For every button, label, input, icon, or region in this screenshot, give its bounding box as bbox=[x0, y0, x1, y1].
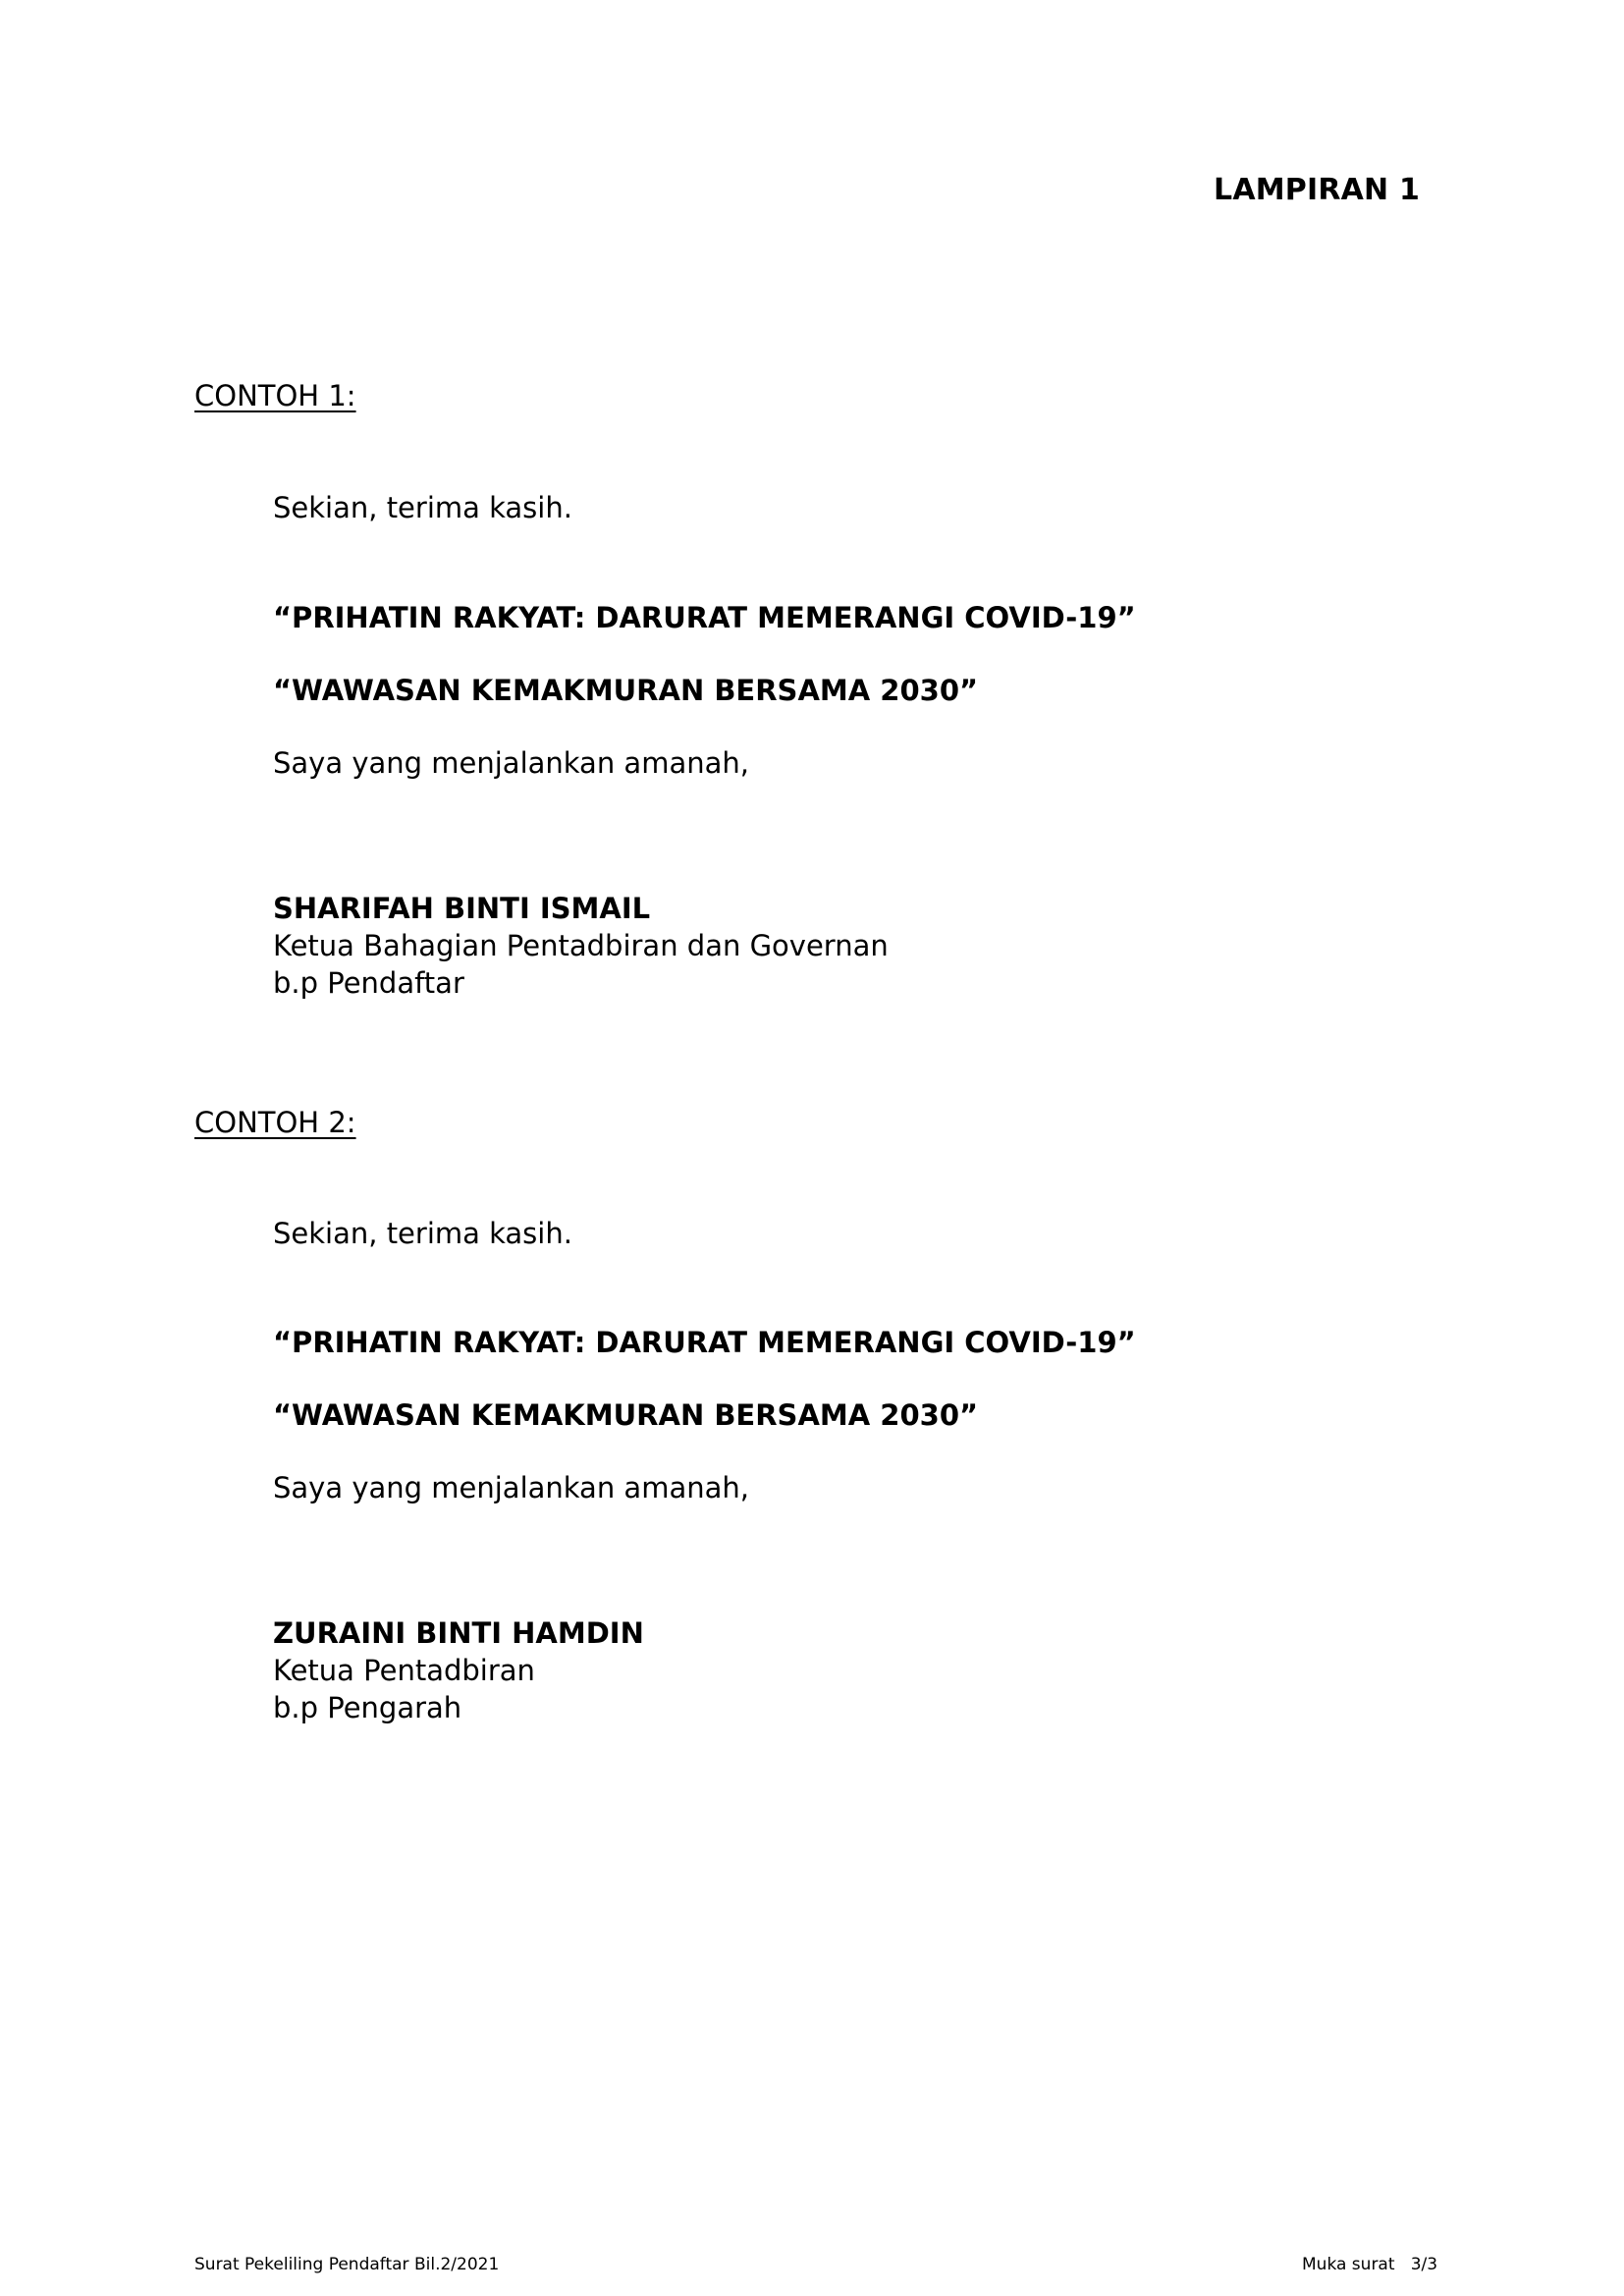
closing-text: Sekian, terima kasih. bbox=[273, 491, 572, 524]
closing-text: Sekian, terima kasih. bbox=[273, 1217, 572, 1250]
signatory-on-behalf: b.p Pendaftar bbox=[273, 966, 464, 1000]
trust-line: Saya yang menjalankan amanah, bbox=[273, 746, 749, 780]
slogan-wawasan: “WAWASAN KEMAKMURAN BERSAMA 2030” bbox=[273, 1398, 979, 1432]
example-heading: CONTOH 1: bbox=[194, 379, 356, 412]
trust-line: Saya yang menjalankan amanah, bbox=[273, 1471, 749, 1504]
signatory-position: Ketua Bahagian Pentadbiran dan Governan bbox=[273, 929, 889, 962]
footer-reference: Surat Pekeliling Pendaftar Bil.2/2021 bbox=[194, 2255, 500, 2274]
example-heading: CONTOH 2: bbox=[194, 1106, 356, 1139]
signatory-on-behalf: b.p Pengarah bbox=[273, 1691, 462, 1724]
signatory-name: ZURAINI BINTI HAMDIN bbox=[273, 1616, 644, 1650]
slogan-covid: “PRIHATIN RAKYAT: DARURAT MEMERANGI COVID-19” bbox=[273, 601, 1136, 634]
signatory-name: SHARIFAH BINTI ISMAIL bbox=[273, 892, 651, 925]
slogan-wawasan: “WAWASAN KEMAKMURAN BERSAMA 2030” bbox=[273, 674, 979, 707]
footer-page-number: Muka surat 3/3 bbox=[1302, 2255, 1438, 2274]
slogan-covid: “PRIHATIN RAKYAT: DARURAT MEMERANGI COVID-19” bbox=[273, 1326, 1136, 1359]
signatory-position: Ketua Pentadbiran bbox=[273, 1654, 535, 1687]
attachment-label: LAMPIRAN 1 bbox=[1214, 173, 1421, 207]
